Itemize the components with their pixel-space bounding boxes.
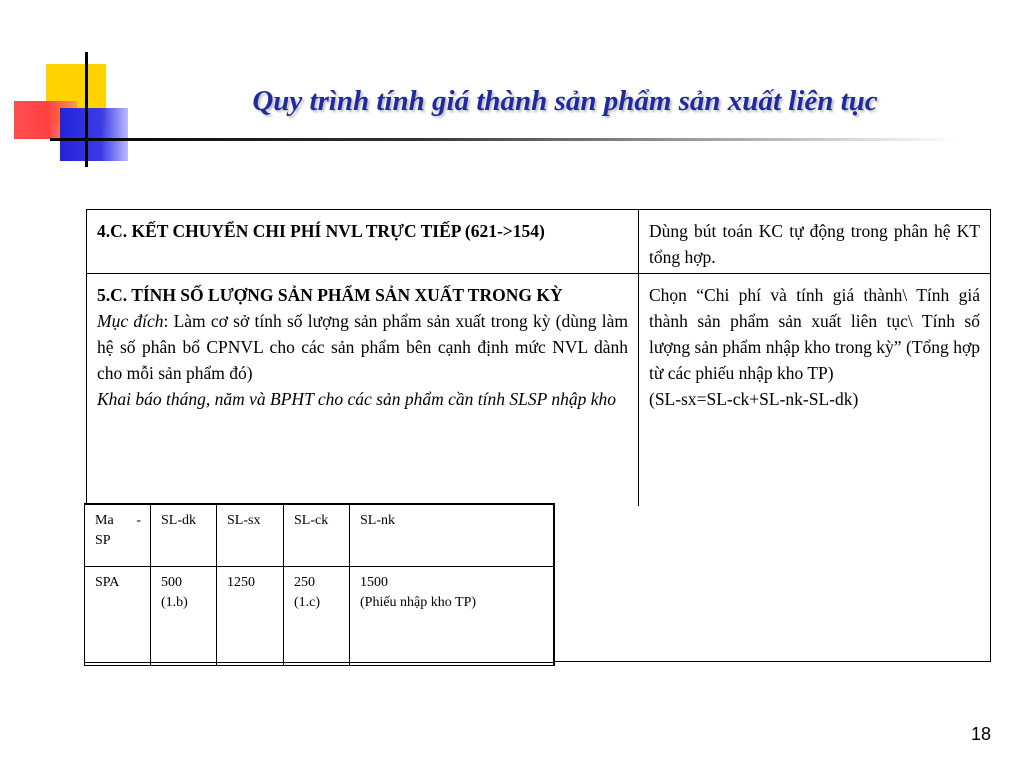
title-underline xyxy=(50,138,960,141)
sl-dk-value: 500 xyxy=(161,575,182,590)
sl-nk-value: 1500 xyxy=(360,575,388,590)
cell-sl-dk xyxy=(151,567,217,613)
cell-sl-sx: 1250 xyxy=(227,575,255,590)
sl-dk-note: (1.b) xyxy=(161,595,188,610)
step-4c-instruction: Dùng bút toán KC tự động trong phân hệ KT tổng hợp. xyxy=(649,221,980,267)
step-5c-cell xyxy=(87,274,639,506)
logo-blue-square xyxy=(60,108,128,161)
purpose-label: Mục đích xyxy=(97,311,164,331)
step-5c-instruction: Chọn “Chi phí và tính giá thành\ Tính giá thành sản phẩm sản xuất liên tục\ Tính số lượng sản phẩm nhập kho trong kỳ” (Tổng hợp từ các phiếu nhập kho TP) xyxy=(649,285,980,383)
step-4c-text: 4.C. KẾT CHUYỂN CHI PHÍ NVL TRỰC TIẾP (621->154) xyxy=(97,221,545,241)
page-number: 18 xyxy=(970,724,991,744)
step-4c-instruction-cell xyxy=(639,210,990,274)
header-ma-sp xyxy=(85,505,151,551)
cell-sl-ck xyxy=(284,567,350,613)
header-ma-part3: SP xyxy=(95,533,111,548)
logo-vertical-line xyxy=(85,52,88,167)
header-sl-sx: SL-sx xyxy=(227,513,261,528)
header-sl-nk: SL-nk xyxy=(360,513,395,528)
header-sl-ck: SL-ck xyxy=(294,513,329,528)
cell-sl-nk xyxy=(350,567,550,613)
sl-ck-note: (1.c) xyxy=(294,595,321,610)
step-4c-cell xyxy=(87,210,639,274)
step-5c-formula: (SL-sx=SL-ck+SL-nk-SL-dk) xyxy=(649,389,859,409)
slsp-table xyxy=(84,503,555,665)
cell-ma-sp: SPA xyxy=(95,575,120,590)
step-5c-instruction-cell xyxy=(639,274,990,661)
sl-ck-value: 250 xyxy=(294,575,315,590)
purpose-paragraph xyxy=(97,308,628,386)
slide-title: Quy trình tính giá thành sản phẩm sản xuất liên tục xyxy=(252,85,878,117)
header-ma-part2: - xyxy=(136,513,141,528)
declare-text: Khai báo tháng, năm và BPHT cho các sản phẩm cần tính SLSP nhập kho xyxy=(97,389,616,409)
purpose-text: : Làm cơ sở tính số lượng sản phẩm sản xuất trong kỳ (dùng làm hệ số phân bổ CPNVL cho các sản phẩm bên cạnh định mức NVL dành cho mỗi sản phẩm đó) xyxy=(97,311,629,383)
header-ma-part1: Ma xyxy=(95,513,114,528)
sl-nk-note: (Phiếu nhập kho TP) xyxy=(360,595,477,610)
step-5c-heading: 5.C. TÍNH SỐ LƯỢNG SẢN PHẨM SẢN XUẤT TRONG KỲ xyxy=(97,285,563,305)
header-sl-dk: SL-dk xyxy=(161,513,196,528)
slsp-table-bottom-border xyxy=(84,662,555,666)
